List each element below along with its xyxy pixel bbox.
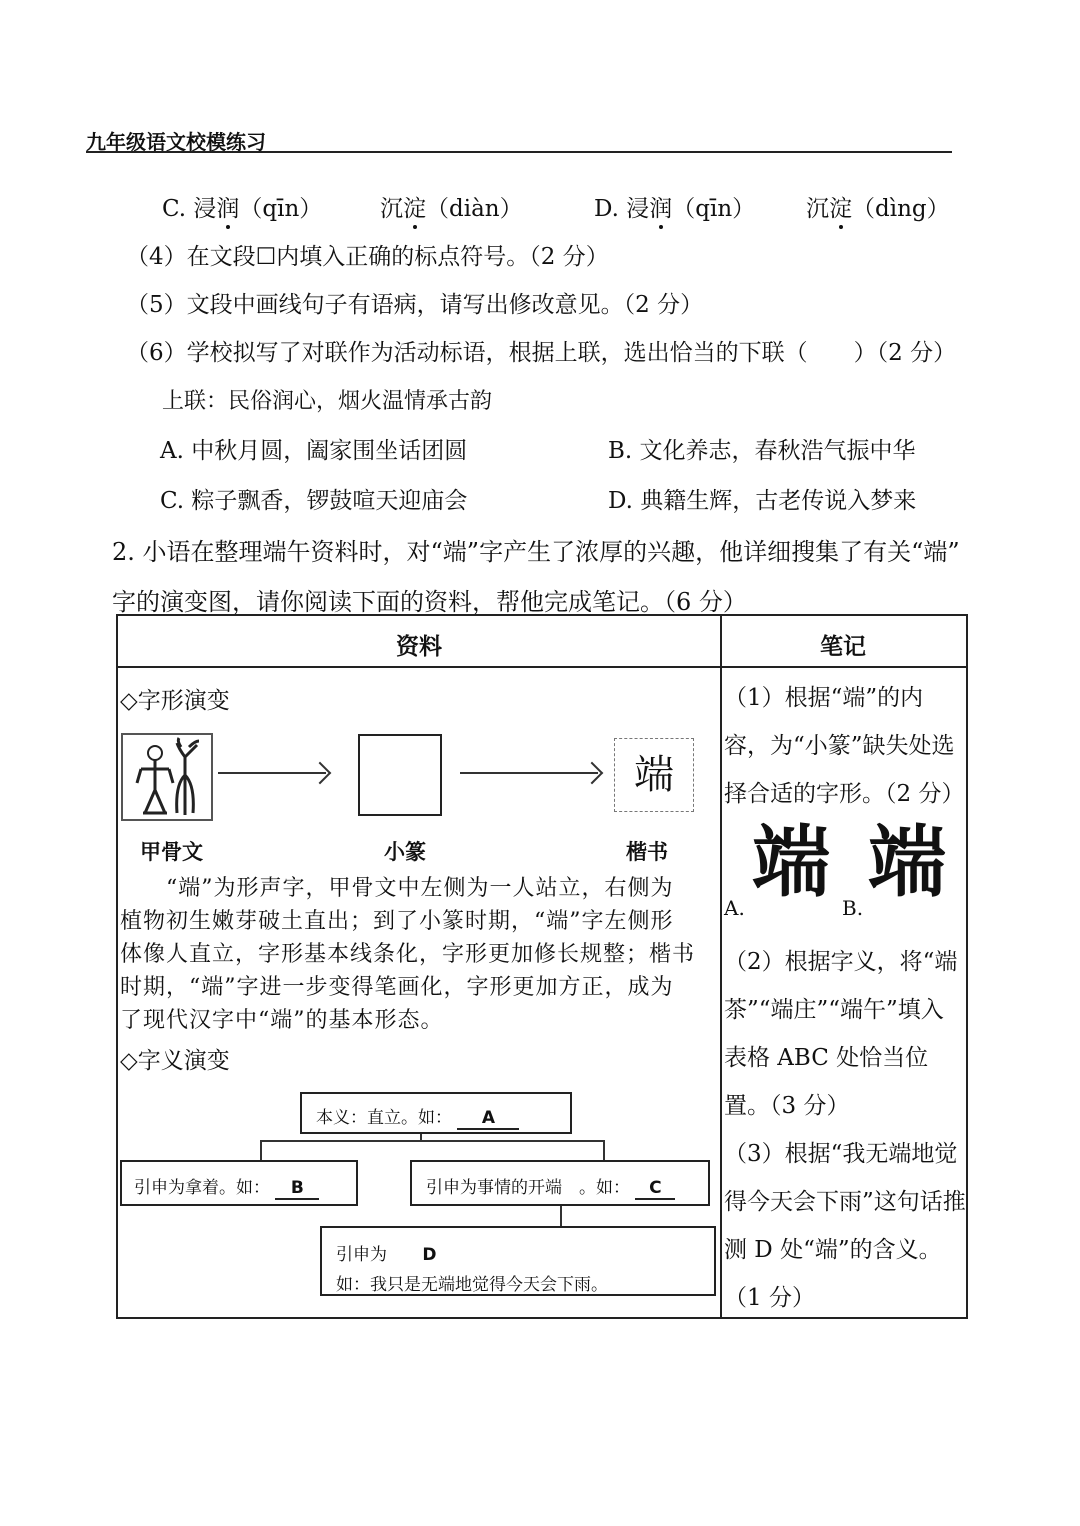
option-c-word1-pinyin: （qīn） [239,196,323,222]
option-c-word2-char: 沉 [380,196,403,222]
oracle-bone-glyph [121,733,213,821]
connector-branch [260,1140,604,1142]
caption-oracle: 甲骨文 [140,839,203,864]
couplet-upper: 上联：民俗润心，烟火温情承古韵 [162,389,493,414]
meaning-b-box [120,1160,358,1206]
paragraph-line: “端”为形声字，甲骨文中左侧为一人站立，右侧为 [120,876,674,901]
meaning-d-box [320,1226,716,1296]
header-rule [86,151,952,153]
connector-to-c [603,1140,605,1160]
meaning-b-label: 引申为拿着。如： [134,1178,270,1198]
choice-d: D. 典籍生辉，古老传说入梦来 [608,488,917,514]
blank-d: D [422,1245,437,1265]
option-d-word1-pinyin: （qīn） [672,196,756,222]
option-d-word2 [806,190,950,223]
note-2: （2）根据字义，将“端茶”“端庄”“端午”填入表格 ABC 处恰当位置。（3 分） [724,949,958,1119]
oracle-bone-icon [123,735,211,819]
question-5: （5）文段中画线句子有语病，请写出修改意见。（2 分） [126,292,704,318]
regular-script-glyph-box [614,738,694,812]
table-column-divider [720,614,722,1319]
option-d-word2-dotted-char: 淀 [829,196,852,222]
option-d [594,190,755,223]
option-d-word2-char: 沉 [806,196,829,222]
meaning-root-box [300,1092,572,1134]
meaning-d-example: 如：我只是无端地觉得今天会下雨。 [336,1275,608,1295]
note-3: （3）根据“我无端地觉得今天会下雨”这句话推测 D 处“端”的含义。（1 分） [724,1141,966,1311]
caption-regular: 楷书 [626,839,668,864]
note-option-a-label: A. [724,896,745,920]
paragraph-line: 时期，“端”字进一步变得笔画化，字形更加方正，成为 [120,975,674,1000]
section-form-evolution: ◇字形演变 [120,688,230,714]
question-2-line2: 字的演变图，请你阅读下面的资料，帮他完成笔记。（6 分） [112,588,747,616]
choice-b: B. 文化养志，春秋浩气振中华 [608,438,916,464]
question-6: （6）学校拟写了对联作为活动标语，根据上联，选出恰当的下联（ ）（2 分） [126,340,957,366]
explanation-paragraph [120,872,720,1037]
meaning-c-box [410,1160,710,1206]
seal-candidate-a-glyph: 端 [752,818,829,908]
seal-candidate-b-glyph: 端 [868,817,947,908]
table-header-divider [116,666,968,668]
note-1: （1）根据“端”的内容，为“小篆”缺失处选择合适的字形。（2 分） [724,685,965,807]
connector-to-b [260,1140,262,1160]
choice-a: A. 中秋月圆，阖家围坐话团圆 [160,438,468,464]
seal-script-empty-box [358,734,442,816]
page-header-title: 九年级语文校模练习 [86,130,266,154]
option-c-word1-dotted-char: 润 [216,196,240,222]
option-d-word1-dotted-char: 润 [649,196,673,222]
connector-to-d [560,1206,562,1226]
paragraph-line: 植物初生嫩芽破土直出；到了小篆时期，“端”字左侧形 [120,909,674,934]
note-option-b-label: B. [842,896,864,920]
option-c-word1-char: 浸 [193,196,217,222]
blank-a: A [457,1108,519,1130]
blank-b: B [275,1178,319,1200]
question-4: （4）在文段☐内填入正确的标点符号。（2 分） [126,244,609,270]
choice-c: C. 粽子飘香，锣鼓喧天迎庙会 [160,488,468,514]
option-d-word1-char: 浸 [626,196,650,222]
paragraph-line: 体像人直立，字形基本线条化，字形更加修长规整；楷书 [120,942,696,967]
option-c-label: C. [162,196,194,222]
meaning-root-label: 本义：直立。如： [316,1108,452,1128]
option-d-label: D. [594,196,627,222]
regular-script-glyph: 端 [634,752,674,798]
option-c-word2-dotted-char: 淀 [403,196,426,222]
option-c [162,190,322,223]
option-d-word2-pinyin: （dìng） [852,196,950,222]
table-header-materials: 资料 [396,633,442,660]
section-meaning-evolution: ◇字义演变 [120,1048,230,1074]
meaning-c-label: 引申为事情的开端 。如： [426,1178,630,1198]
option-c-word2 [380,190,523,223]
question-2-line1: 2. 小语在整理端午资料时，对“端”字产生了浓厚的兴趣，他详细搜集了有关“端” [112,538,960,566]
blank-c: C [635,1178,675,1200]
paragraph-line: 了现代汉字中“端”的基本形态。 [120,1008,444,1033]
arrow-seal-to-regular [460,772,598,774]
option-c-word2-pinyin: （diàn） [426,196,523,222]
meaning-d-label: 引申为 [336,1245,387,1265]
table-header-notes: 笔记 [820,633,866,660]
caption-seal: 小篆 [384,839,426,864]
